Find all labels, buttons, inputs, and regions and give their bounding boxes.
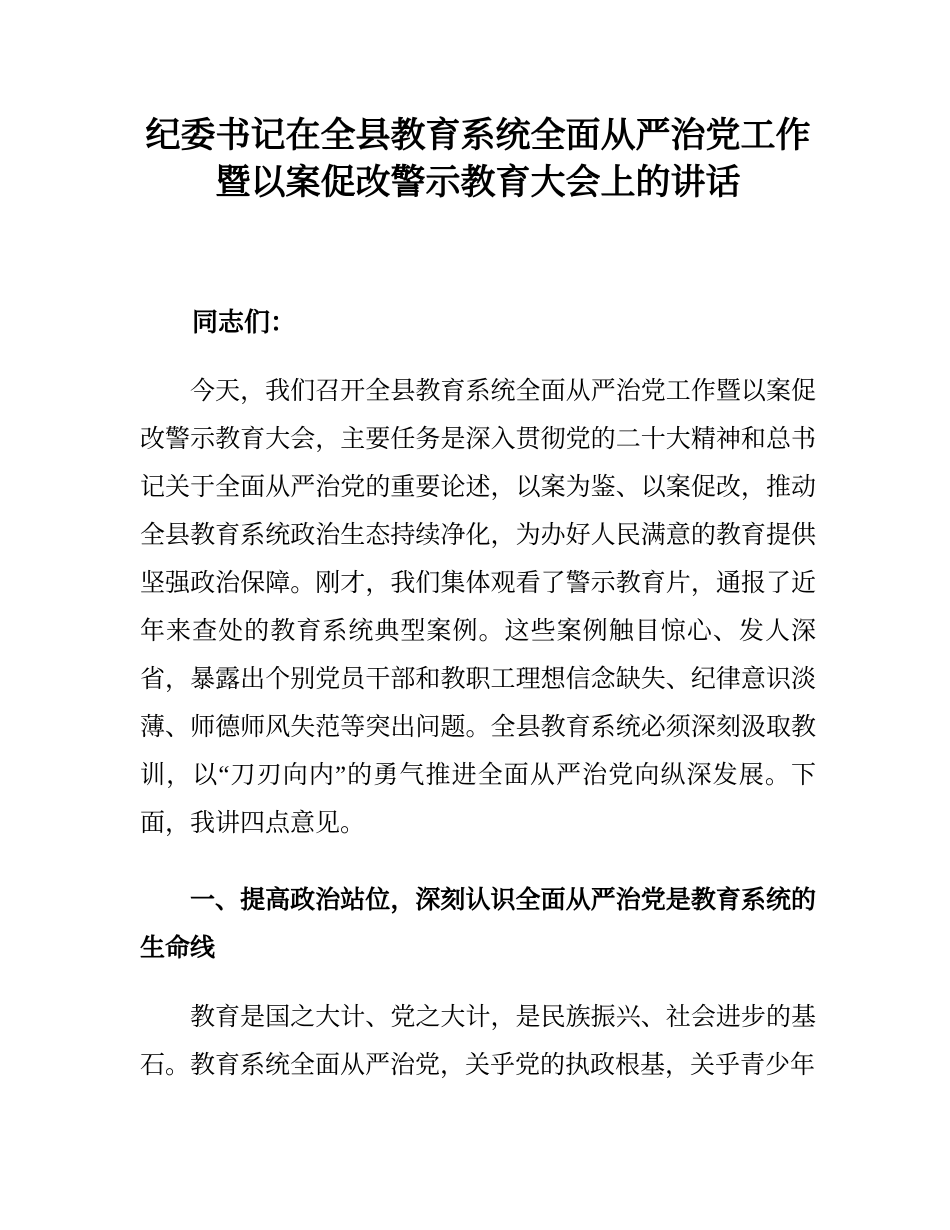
document-title-line-1: 纪委书记在全县教育系统全面从严治党工作 — [145, 116, 811, 155]
document-title — [140, 112, 816, 206]
salutation: 同志们： — [192, 307, 297, 337]
section-1-heading: 一、提高政治站位，深刻认识全面从严治党是教育系统的生命线 — [140, 886, 816, 962]
paragraph-2: 教育是国之大计、党之大计，是民族振兴、社会进步的基石。教育系统全面从严治党，关乎党的执政根基，关乎青少年 — [140, 1004, 816, 1079]
paragraph-1: 今天，我们召开全县教育系统全面从严治党工作暨以案促改警示教育大会，主要任务是深入贯彻党的二十大精神和总书记关于全面从严治党的重要论述，以案为鉴、以案促改，推动全县教育系统政治生态持续净化，为办好人民满意的教育提供坚强政治保障。刚才，我们集体观看了警示教育片，通报了近年来查处的教育系统典型案例。这些案例触目惊心、发人深省，暴露出个别党员干部和教职工理想信念缺失、纪律意识淡薄、师德师风失范等突出问题。全县教育系统必须深刻汲取教训，以“刀刃向内”的勇气推进全面从严治党向纵深发展。下面，我讲四点意见。 — [140, 378, 816, 837]
document-title-line-2: 暨以案促改警示教育大会上的讲话 — [215, 163, 741, 202]
